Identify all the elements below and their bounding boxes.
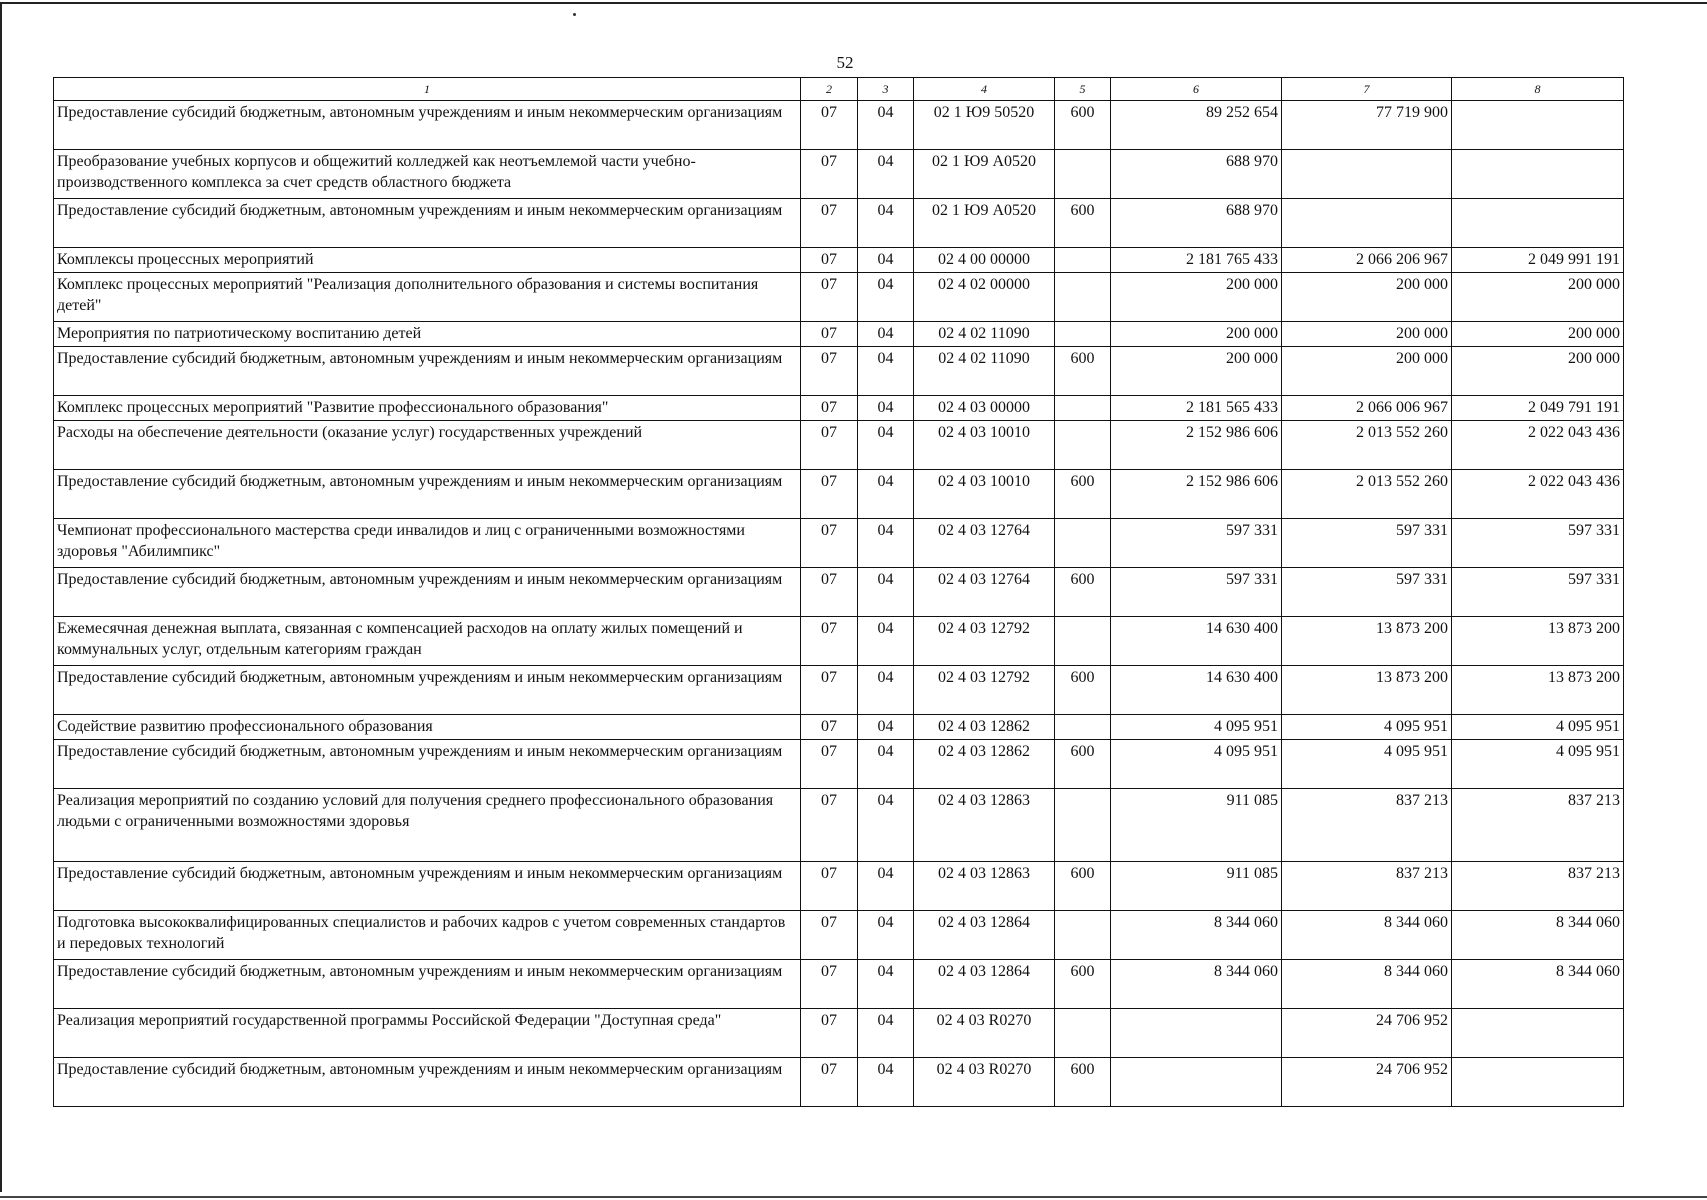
- expense-type-code: [1055, 789, 1111, 862]
- amount-year-3: 200 000: [1452, 273, 1624, 322]
- amount-year-2: 2 013 552 260: [1282, 470, 1452, 519]
- target-article-code: 02 1 Ю9 А0520: [914, 199, 1055, 248]
- subsection-code: 04: [858, 470, 914, 519]
- column-header: 4: [914, 78, 1055, 101]
- subsection-code: 04: [858, 322, 914, 347]
- target-article-code: 02 4 03 10010: [914, 421, 1055, 470]
- amount-year-3: 2 049 791 191: [1452, 396, 1624, 421]
- amount-year-3: 200 000: [1452, 347, 1624, 396]
- row-description: Предоставление субсидий бюджетным, автономным учреждениям и иным некоммерческим организациям: [54, 862, 801, 911]
- target-article-code: 02 4 03 12792: [914, 617, 1055, 666]
- amount-year-1: 2 152 986 606: [1111, 421, 1282, 470]
- amount-year-2: 8 344 060: [1282, 911, 1452, 960]
- row-description: Комплекс процессных мероприятий "Развитие профессионального образования": [54, 396, 801, 421]
- amount-year-1: 200 000: [1111, 322, 1282, 347]
- section-code: 07: [801, 150, 858, 199]
- target-article-code: 02 4 03 10010: [914, 470, 1055, 519]
- subsection-code: 04: [858, 568, 914, 617]
- target-article-code: 02 4 03 R0270: [914, 1009, 1055, 1058]
- section-code: 07: [801, 1009, 858, 1058]
- row-description: Предоставление субсидий бюджетным, автономным учреждениям и иным некоммерческим организациям: [54, 666, 801, 715]
- expense-type-code: [1055, 519, 1111, 568]
- section-code: 07: [801, 101, 858, 150]
- row-description: Предоставление субсидий бюджетным, автономным учреждениям и иным некоммерческим организациям: [54, 470, 801, 519]
- subsection-code: 04: [858, 789, 914, 862]
- row-description: Преобразование учебных корпусов и общежитий колледжей как неотъемлемой части учебно-производственного комплекса за счет средств областного бюджета: [54, 150, 801, 199]
- row-description: Предоставление субсидий бюджетным, автономным учреждениям и иным некоммерческим организациям: [54, 199, 801, 248]
- target-article-code: 02 4 03 12862: [914, 715, 1055, 740]
- amount-year-2: 77 719 900: [1282, 101, 1452, 150]
- amount-year-3: [1452, 101, 1624, 150]
- target-article-code: 02 4 03 12864: [914, 911, 1055, 960]
- target-article-code: 02 4 02 11090: [914, 322, 1055, 347]
- amount-year-2: 2 066 006 967: [1282, 396, 1452, 421]
- table-row: [54, 150, 1624, 199]
- row-description: Чемпионат профессионального мастерства среди инвалидов и лиц с ограниченными возможностями здоровья "Абилимпикс": [54, 519, 801, 568]
- section-code: 07: [801, 519, 858, 568]
- subsection-code: 04: [858, 199, 914, 248]
- section-code: 07: [801, 199, 858, 248]
- expense-type-code: [1055, 150, 1111, 199]
- target-article-code: 02 4 03 12764: [914, 519, 1055, 568]
- subsection-code: 04: [858, 617, 914, 666]
- section-code: 07: [801, 617, 858, 666]
- amount-year-2: 24 706 952: [1282, 1058, 1452, 1107]
- section-code: 07: [801, 421, 858, 470]
- amount-year-3: [1452, 199, 1624, 248]
- row-description: Предоставление субсидий бюджетным, автономным учреждениям и иным некоммерческим организациям: [54, 347, 801, 396]
- amount-year-3: 597 331: [1452, 519, 1624, 568]
- amount-year-2: 200 000: [1282, 322, 1452, 347]
- table-row: [54, 273, 1624, 322]
- target-article-code: 02 4 03 12764: [914, 568, 1055, 617]
- section-code: 07: [801, 322, 858, 347]
- amount-year-1: 2 181 765 433: [1111, 248, 1282, 273]
- amount-year-1: 911 085: [1111, 862, 1282, 911]
- row-description: Предоставление субсидий бюджетным, автономным учреждениям и иным некоммерческим организациям: [54, 101, 801, 150]
- subsection-code: 04: [858, 396, 914, 421]
- column-header: 8: [1452, 78, 1624, 101]
- table-row: [54, 421, 1624, 470]
- expense-type-code: 600: [1055, 740, 1111, 789]
- amount-year-3: 2 022 043 436: [1452, 421, 1624, 470]
- subsection-code: 04: [858, 248, 914, 273]
- amount-year-2: 597 331: [1282, 519, 1452, 568]
- column-header: 7: [1282, 78, 1452, 101]
- section-code: 07: [801, 911, 858, 960]
- expense-type-code: 600: [1055, 1058, 1111, 1107]
- amount-year-2: [1282, 150, 1452, 199]
- subsection-code: 04: [858, 421, 914, 470]
- amount-year-2: 837 213: [1282, 789, 1452, 862]
- amount-year-3: 200 000: [1452, 322, 1624, 347]
- amount-year-1: 14 630 400: [1111, 666, 1282, 715]
- section-code: 07: [801, 273, 858, 322]
- section-code: 07: [801, 396, 858, 421]
- amount-year-1: 200 000: [1111, 273, 1282, 322]
- amount-year-1: 597 331: [1111, 519, 1282, 568]
- subsection-code: 04: [858, 150, 914, 199]
- amount-year-3: [1452, 1009, 1624, 1058]
- expense-type-code: 600: [1055, 199, 1111, 248]
- section-code: 07: [801, 568, 858, 617]
- section-code: 07: [801, 789, 858, 862]
- table-row: [54, 1058, 1624, 1107]
- amount-year-1: 2 181 565 433: [1111, 396, 1282, 421]
- subsection-code: 04: [858, 1058, 914, 1107]
- target-article-code: 02 4 03 12862: [914, 740, 1055, 789]
- table-row: [54, 248, 1624, 273]
- section-code: 07: [801, 715, 858, 740]
- table-row: [54, 740, 1624, 789]
- amount-year-3: 8 344 060: [1452, 960, 1624, 1009]
- expense-type-code: 600: [1055, 470, 1111, 519]
- subsection-code: 04: [858, 715, 914, 740]
- table-row: [54, 396, 1624, 421]
- amount-year-3: 2 022 043 436: [1452, 470, 1624, 519]
- target-article-code: 02 1 Ю9 А0520: [914, 150, 1055, 199]
- amount-year-1: 200 000: [1111, 347, 1282, 396]
- subsection-code: 04: [858, 347, 914, 396]
- section-code: 07: [801, 470, 858, 519]
- table-row: [54, 911, 1624, 960]
- amount-year-2: 24 706 952: [1282, 1009, 1452, 1058]
- amount-year-1: 911 085: [1111, 789, 1282, 862]
- column-header: 2: [801, 78, 858, 101]
- table-row: [54, 101, 1624, 150]
- budget-table: [53, 77, 1624, 1107]
- page-border-bottom: [0, 1196, 1707, 1198]
- section-code: 07: [801, 347, 858, 396]
- amount-year-1: 8 344 060: [1111, 960, 1282, 1009]
- subsection-code: 04: [858, 862, 914, 911]
- amount-year-1: 8 344 060: [1111, 911, 1282, 960]
- row-description: Ежемесячная денежная выплата, связанная с компенсацией расходов на оплату жилых помещений и коммунальных услуг, отдельным категориям граждан: [54, 617, 801, 666]
- section-code: 07: [801, 862, 858, 911]
- amount-year-1: 597 331: [1111, 568, 1282, 617]
- expense-type-code: [1055, 322, 1111, 347]
- expense-type-code: 600: [1055, 568, 1111, 617]
- amount-year-3: 13 873 200: [1452, 617, 1624, 666]
- row-description: Комплексы процессных мероприятий: [54, 248, 801, 273]
- expense-type-code: [1055, 617, 1111, 666]
- target-article-code: 02 4 03 12864: [914, 960, 1055, 1009]
- section-code: 07: [801, 1058, 858, 1107]
- subsection-code: 04: [858, 1009, 914, 1058]
- amount-year-3: 2 049 991 191: [1452, 248, 1624, 273]
- amount-year-3: 837 213: [1452, 862, 1624, 911]
- row-description: Расходы на обеспечение деятельности (оказание услуг) государственных учреждений: [54, 421, 801, 470]
- column-header: 3: [858, 78, 914, 101]
- row-description: Содействие развитию профессионального образования: [54, 715, 801, 740]
- expense-type-code: 600: [1055, 347, 1111, 396]
- table-row: [54, 1009, 1624, 1058]
- amount-year-1: 688 970: [1111, 199, 1282, 248]
- subsection-code: 04: [858, 519, 914, 568]
- table-row: [54, 519, 1624, 568]
- amount-year-3: 8 344 060: [1452, 911, 1624, 960]
- amount-year-3: [1452, 1058, 1624, 1107]
- column-header: 5: [1055, 78, 1111, 101]
- amount-year-3: 837 213: [1452, 789, 1624, 862]
- amount-year-1: [1111, 1058, 1282, 1107]
- target-article-code: 02 4 03 12792: [914, 666, 1055, 715]
- table-row: [54, 568, 1624, 617]
- amount-year-1: 89 252 654: [1111, 101, 1282, 150]
- amount-year-2: [1282, 199, 1452, 248]
- table-row: [54, 617, 1624, 666]
- amount-year-1: 4 095 951: [1111, 740, 1282, 789]
- target-article-code: 02 4 03 00000: [914, 396, 1055, 421]
- amount-year-2: 13 873 200: [1282, 666, 1452, 715]
- amount-year-3: [1452, 150, 1624, 199]
- section-code: 07: [801, 248, 858, 273]
- section-code: 07: [801, 666, 858, 715]
- table-row: [54, 715, 1624, 740]
- row-description: Мероприятия по патриотическому воспитанию детей: [54, 322, 801, 347]
- page-border-top: [0, 2, 1707, 4]
- target-article-code: 02 4 00 00000: [914, 248, 1055, 273]
- expense-type-code: 600: [1055, 960, 1111, 1009]
- row-description: Комплекс процессных мероприятий "Реализация дополнительного образования и системы воспитания детей": [54, 273, 801, 322]
- subsection-code: 04: [858, 960, 914, 1009]
- amount-year-3: 4 095 951: [1452, 740, 1624, 789]
- scan-speck: [573, 13, 576, 16]
- expense-type-code: [1055, 273, 1111, 322]
- expense-type-code: 600: [1055, 862, 1111, 911]
- expense-type-code: [1055, 1009, 1111, 1058]
- target-article-code: 02 4 03 12863: [914, 789, 1055, 862]
- row-description: Предоставление субсидий бюджетным, автономным учреждениям и иным некоммерческим организациям: [54, 1058, 801, 1107]
- page-number: 52: [836, 53, 854, 72]
- table-row: [54, 862, 1624, 911]
- amount-year-1: [1111, 1009, 1282, 1058]
- amount-year-3: 4 095 951: [1452, 715, 1624, 740]
- subsection-code: 04: [858, 273, 914, 322]
- expense-type-code: [1055, 248, 1111, 273]
- amount-year-2: 837 213: [1282, 862, 1452, 911]
- target-article-code: 02 4 03 12863: [914, 862, 1055, 911]
- amount-year-3: 597 331: [1452, 568, 1624, 617]
- expense-type-code: [1055, 715, 1111, 740]
- expense-type-code: 600: [1055, 666, 1111, 715]
- subsection-code: 04: [858, 911, 914, 960]
- page-border-left: [0, 2, 2, 1192]
- amount-year-2: 13 873 200: [1282, 617, 1452, 666]
- amount-year-2: 200 000: [1282, 347, 1452, 396]
- row-description: Предоставление субсидий бюджетным, автономным учреждениям и иным некоммерческим организациям: [54, 960, 801, 1009]
- amount-year-1: 4 095 951: [1111, 715, 1282, 740]
- expense-type-code: 600: [1055, 101, 1111, 150]
- row-description: Предоставление субсидий бюджетным, автономным учреждениям и иным некоммерческим организациям: [54, 740, 801, 789]
- column-header: 6: [1111, 78, 1282, 101]
- subsection-code: 04: [858, 666, 914, 715]
- amount-year-1: 2 152 986 606: [1111, 470, 1282, 519]
- amount-year-2: 2 066 206 967: [1282, 248, 1452, 273]
- target-article-code: 02 4 02 00000: [914, 273, 1055, 322]
- row-description: Предоставление субсидий бюджетным, автономным учреждениям и иным некоммерческим организациям: [54, 568, 801, 617]
- table-row: [54, 470, 1624, 519]
- section-code: 07: [801, 960, 858, 1009]
- section-code: 07: [801, 740, 858, 789]
- amount-year-2: 597 331: [1282, 568, 1452, 617]
- amount-year-1: 14 630 400: [1111, 617, 1282, 666]
- amount-year-2: 4 095 951: [1282, 715, 1452, 740]
- row-description: Подготовка высококвалифицированных специалистов и рабочих кадров с учетом современных стандартов и передовых технологий: [54, 911, 801, 960]
- table-row: [54, 347, 1624, 396]
- table-row: [54, 960, 1624, 1009]
- amount-year-2: 2 013 552 260: [1282, 421, 1452, 470]
- row-description: Реализация мероприятий по созданию условий для получения среднего профессионального образования людьми с ограниченными возможностями здоровья: [54, 789, 801, 862]
- expense-type-code: [1055, 421, 1111, 470]
- expense-type-code: [1055, 911, 1111, 960]
- amount-year-2: 4 095 951: [1282, 740, 1452, 789]
- table-row: [54, 666, 1624, 715]
- amount-year-2: 8 344 060: [1282, 960, 1452, 1009]
- amount-year-2: 200 000: [1282, 273, 1452, 322]
- column-number-row: [54, 78, 1624, 101]
- row-description: Реализация мероприятий государственной программы Российской Федерации "Доступная среда": [54, 1009, 801, 1058]
- table-row: [54, 199, 1624, 248]
- amount-year-1: 688 970: [1111, 150, 1282, 199]
- table-row: [54, 789, 1624, 862]
- target-article-code: 02 1 Ю9 50520: [914, 101, 1055, 150]
- target-article-code: 02 4 03 R0270: [914, 1058, 1055, 1107]
- subsection-code: 04: [858, 740, 914, 789]
- expense-type-code: [1055, 396, 1111, 421]
- subsection-code: 04: [858, 101, 914, 150]
- table-row: [54, 322, 1624, 347]
- amount-year-3: 13 873 200: [1452, 666, 1624, 715]
- target-article-code: 02 4 02 11090: [914, 347, 1055, 396]
- column-header: 1: [54, 78, 801, 101]
